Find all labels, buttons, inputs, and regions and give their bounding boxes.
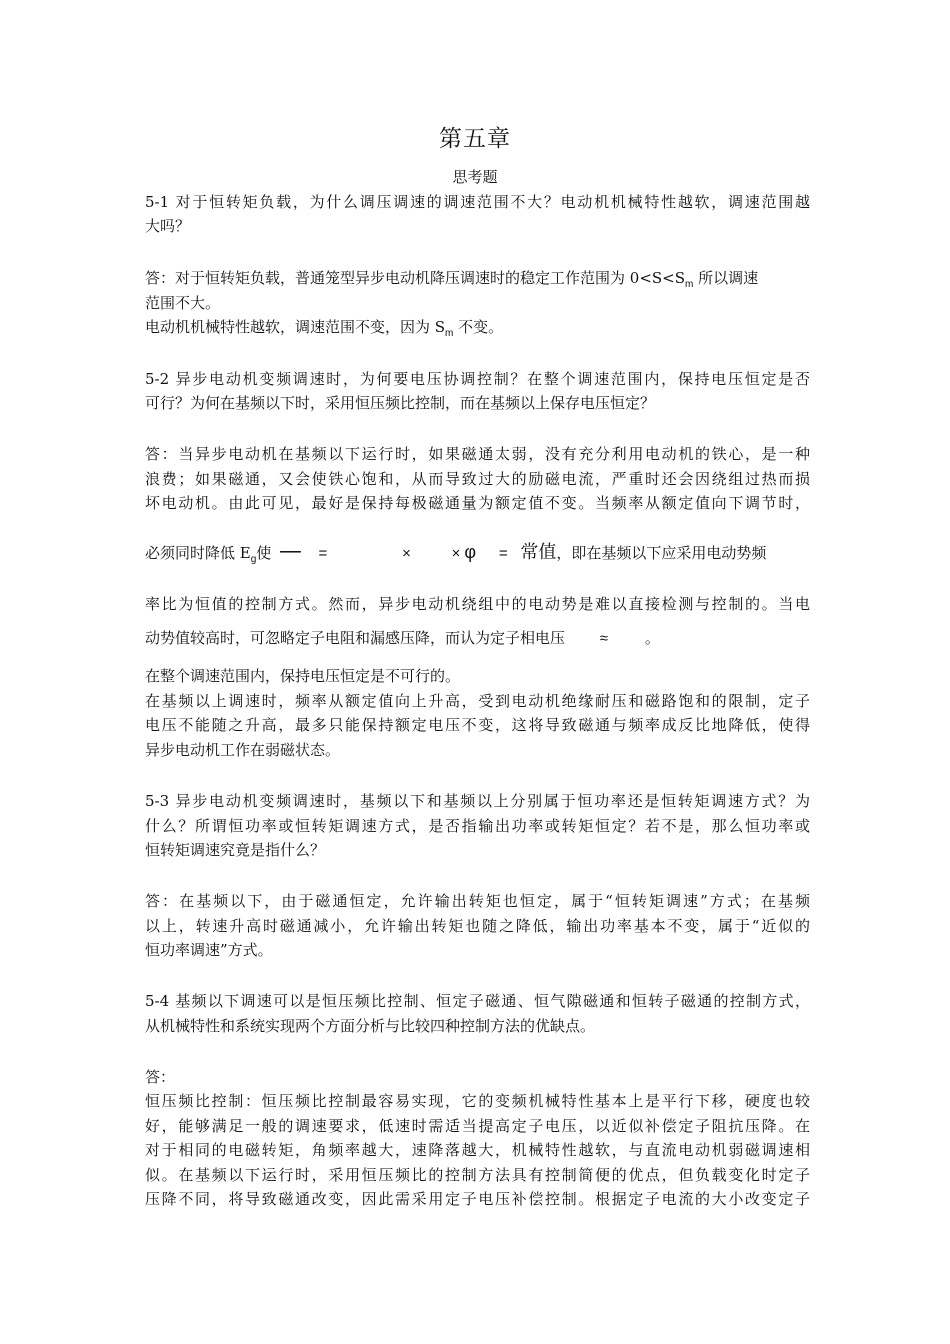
answer-5-1-text-b: 所以调速 xyxy=(693,269,759,287)
answer-5-3-line-2: 以上，转速升高时磁通减小，允许输出转矩也随之降低，输出功率基本不变，属于“近似的 xyxy=(145,917,810,935)
answer-5-2-line-6 xyxy=(145,626,810,651)
question-5-1-line-2: 大吗？ xyxy=(145,217,191,235)
answer-5-2-line-2: 浪费；如果磁通，又会使铁心饱和，从而导致过大的励磁电流，严重时还会因绕组过热而损 xyxy=(145,470,810,488)
approx-symbol: ≈ xyxy=(599,630,609,647)
answer-5-1-line-3 xyxy=(145,315,810,346)
formula-use: 使 xyxy=(256,544,272,562)
formula-suffix: ，即在基频以下应采用电动势频 xyxy=(556,544,767,562)
answer-5-1-line-3-text-a: 电动机机械特性越软，调速范围不变，因为 S xyxy=(145,318,446,336)
question-5-4-line-1: 5-4 基频以下调速可以是恒压频比控制、恒定子磁通、恒气隙磁通和恒转子磁通的控制方式， xyxy=(145,992,810,1010)
question-5-4-line-2: 从机械特性和系统实现两个方面分析与比较四种控制方法的优缺点。 xyxy=(145,1017,596,1035)
answer-5-4-label: 答： xyxy=(145,1068,176,1086)
formula-equals-1: = xyxy=(318,545,328,562)
answer-5-4-line-1: 恒压频比控制：恒压频比控制最容易实现，它的变频机械特性基本上是平行下移，硬度也较 xyxy=(145,1092,810,1110)
answer-5-2-line-1: 答：当异步电动机在基频以下运行时，如果磁通太弱，没有充分利用电动机的铁心，是一种 xyxy=(145,445,810,463)
answer-5-3-line-3: 恒功率调速”方式。 xyxy=(145,941,273,959)
answer-5-2-line-6-end: 。 xyxy=(644,629,660,647)
answer-5-4-line-2: 好，能够满足一般的调速要求，低速时需适当提高定子电压，以近似补偿定子阻抗压降。在 xyxy=(145,1117,810,1135)
answer-5-2-formula-line xyxy=(145,538,810,574)
formula-fraction-bar: ── xyxy=(280,542,300,563)
answer-5-2-line-7: 在整个调速范围内，保持电压恒定是不可行的。 xyxy=(145,667,461,685)
question-5-2-line-2: 可行？为何在基频以下时，采用恒压频比控制，而在基频以上保存电压恒定？ xyxy=(145,394,656,412)
formula-constant: 常值 xyxy=(520,542,557,563)
answer-5-2-line-5: 率比为恒值的控制方式。然而，异步电动机绕组中的电动势是难以直接检测与控制的。当电 xyxy=(145,595,810,613)
question-5-3-line-3: 恒转矩调速究竟是指什么？ xyxy=(145,841,326,859)
answer-5-3-line-1: 答：在基频以下，由于磁通恒定，允许输出转矩也恒定，属于“恒转矩调速”方式；在基频 xyxy=(145,892,810,910)
question-5-2-line-1: 5-2 异步电动机变频调速时，为何要电压协调控制？在整个调速范围内，保持电压恒定是否 xyxy=(145,370,810,388)
answer-5-1-line-2: 范围不大。 xyxy=(145,294,221,312)
question-5-1-line-1: 5-1 对于恒转矩负载，为什么调压调速的调速范围不大？电动机机械特性越软，调速范围越 xyxy=(145,193,810,211)
formula-times-1: × xyxy=(402,545,411,562)
chapter-title: 第五章 xyxy=(439,126,511,152)
formula-equals-2: = xyxy=(498,545,508,562)
answer-5-4-line-3: 对于相同的电磁转矩，角频率越大，速降落越大，机械特性越软，与直流电动机弱磁调速相 xyxy=(145,1141,810,1159)
question-5-3-line-2: 什么？所谓恒功率或恒转矩调速方式，是否指输出功率或转矩恒定？若不是，那么恒功率或 xyxy=(145,817,810,835)
answer-5-1-text-a: 答：对于恒转矩负载，普通笼型异步电动机降压调速时的稳定工作范围为 0<S<S xyxy=(145,269,686,287)
answer-5-4-line-4: 似。在基频以下运行时，采用恒压频比的控制方法具有控制简便的优点，但负载变化时定子 xyxy=(145,1166,810,1184)
question-5-3-line-1: 5-3 异步电动机变频调速时，基频以下和基频以上分别属于恒功率还是恒转矩调速方式？为 xyxy=(145,792,810,810)
section-subtitle: 思考题 xyxy=(452,168,498,186)
answer-5-4-line-5: 压降不同，将导致磁通改变，因此需采用定子电压补偿控制。根据定子电流的大小改变定子 xyxy=(145,1190,810,1208)
answer-5-2-line-8: 在基频以上调速时，频率从额定值向上升高，受到电动机绝缘耐压和磁路饱和的限制，定子 xyxy=(145,692,810,710)
answer-5-1-line-3-text-b: 不变。 xyxy=(453,318,504,336)
answer-5-2-line-6-text: 动势值较高时，可忽略定子电阻和漏感压降，而认为定子相电压 xyxy=(145,629,566,647)
formula-subscript: g xyxy=(250,554,257,565)
formula-phi: φ xyxy=(464,542,477,562)
answer-5-2-line-10: 异步电动机工作在弱磁状态。 xyxy=(145,741,341,759)
formula-prefix: 必须同时降低 E xyxy=(145,544,251,562)
answer-5-1-line-3-sub: m xyxy=(445,328,454,339)
formula-times-2: × xyxy=(451,545,461,562)
answer-5-2-line-9: 电压不能随之升高，最多只能保持额定电压不变，这将导致磁通与频率成反比地降低，使得 xyxy=(145,716,810,734)
answer-5-1-sub: m xyxy=(685,279,694,290)
answer-5-2-line-3: 坏电动机。由此可见，最好是保持每极磁通量为额定值不变。当频率从额定值向下调节时， xyxy=(145,494,810,512)
